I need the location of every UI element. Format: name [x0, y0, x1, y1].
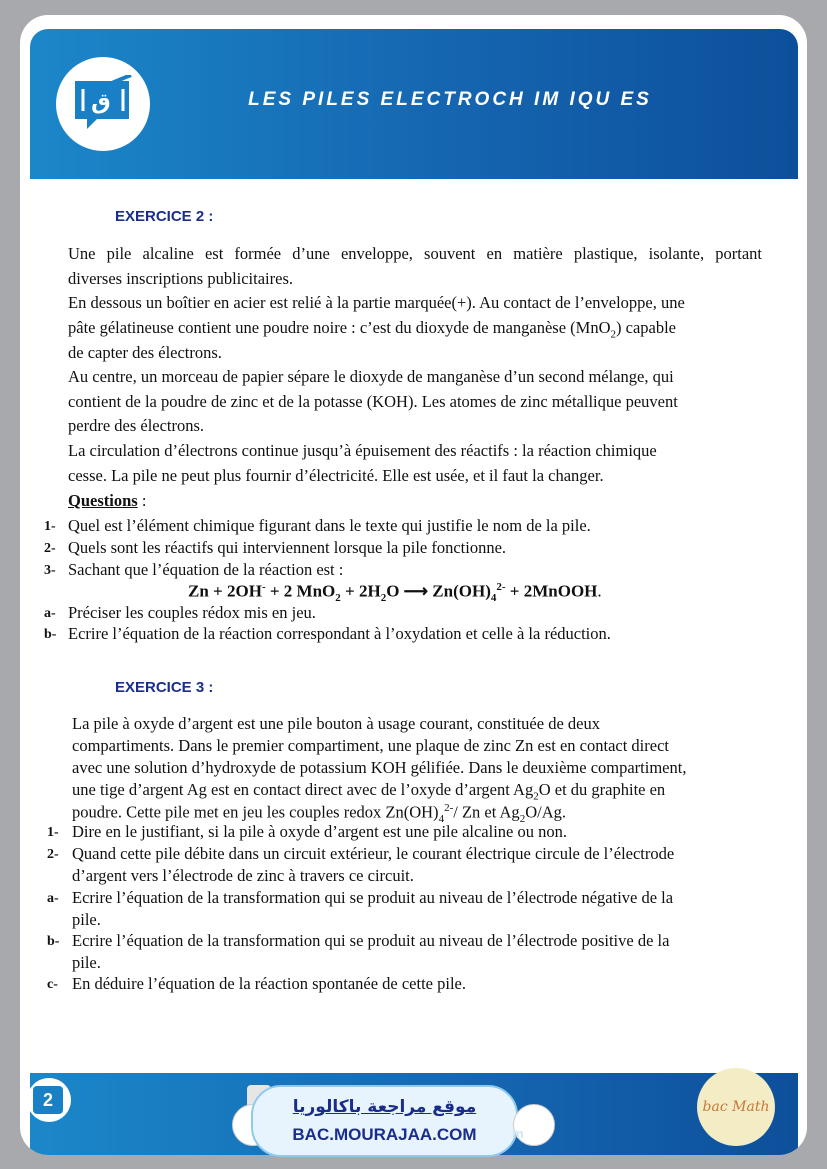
ex2-qa-number: a-	[44, 606, 56, 621]
eq-sub-b: 2	[335, 592, 341, 605]
ex2-p3-line2: contient de la poudre de zinc et de la potasse (KOH). Les atomes de zinc métallique peuvent	[68, 392, 678, 411]
page-header	[30, 29, 798, 179]
eq-part-d: O ⟶ Zn(OH)	[386, 581, 491, 601]
ex3-line4-b: O et du graphite en	[538, 780, 666, 799]
questions-heading	[68, 491, 146, 511]
bac-math-logo: bac Math	[697, 1068, 775, 1146]
ex2-p2-line2-b: ) capable	[616, 318, 676, 337]
questions-colon: :	[137, 491, 147, 510]
footer-partial-text: m	[512, 1126, 524, 1141]
ex3-q1-line1: Dire en le justifiant, si la pile à oxyde d’argent est une pile alcaline ou non.	[72, 822, 567, 841]
ex2-qb-text: Ecrire l’équation de la réaction correspondant à l’oxydation et celle à la réduction.	[68, 624, 611, 643]
reaction-equation	[188, 581, 602, 604]
site-url[interactable]: BAC.MOURAJAA.COM	[292, 1125, 477, 1144]
ex2-p1-line2: diverses inscriptions publicitaires.	[68, 269, 293, 288]
ag2o-subscript: 2	[533, 790, 539, 803]
ex2-p4-line2: cesse. La pile ne peut plus fournir d’électricité. Elle est usée, et il faut la changer.	[68, 466, 604, 485]
site-link-badge[interactable]	[251, 1085, 518, 1157]
ex2-p4-line1: La circulation d’électrons continue jusqu’à épuisement des réactifs : la réaction chimique	[68, 441, 657, 460]
ex2-qa-text: Préciser les couples rédox mis en jeu.	[68, 603, 316, 622]
ex2-q1-text: Quel est l’élément chimique figurant dans le texte qui justifie le nom de la pile.	[68, 516, 591, 535]
exercise3-title: EXERCICE 3 :	[115, 679, 214, 696]
ex2-q2-number: 2-	[44, 541, 56, 556]
ex3-line4-a: une tige d’argent Ag est en contact direct avec de l’oxyde d’argent Ag	[72, 780, 534, 799]
ex3-qb-line1: Ecrire l’équation de la transformation qui se produit au niveau de l’électrode positive de la	[72, 931, 670, 950]
ex2-p2-line2	[68, 318, 676, 340]
ex2-q1-number: 1-	[44, 519, 56, 534]
eq-part-f: .	[597, 581, 602, 601]
ex3-qa-line2: pile.	[72, 910, 101, 929]
ex3-line4	[72, 780, 665, 802]
mno2-subscript: 2	[610, 328, 616, 341]
site-arabic-name[interactable]: موقع مراجعة باكالوريا	[292, 1097, 477, 1117]
exercise2-title: EXERCICE 2 :	[115, 208, 214, 225]
eq-sup-d: 2-	[496, 581, 506, 593]
ex3-line5-b: / Zn et Ag	[453, 802, 520, 822]
ex3-line2: compartiments. Dans le premier compartiment, une plaque de zinc Zn est en contact direct	[72, 736, 669, 755]
ex2-q3-text: Sachant que l’équation de la réaction est :	[68, 560, 344, 579]
ex3-qb-line2: pile.	[72, 953, 101, 972]
ag2o-subscript-2: 2	[519, 812, 526, 825]
ex3-qc-line1: En déduire l’équation de la réaction spontanée de cette pile.	[72, 974, 466, 993]
ex3-q1-number: 1-	[47, 825, 59, 840]
eq-sup-a: -	[261, 581, 266, 593]
eq-part-e: + 2MnOOH	[505, 581, 598, 601]
eq-part-a: Zn + 2OH	[188, 581, 262, 601]
ex2-p2-line1	[68, 293, 762, 313]
ex2-p2-line2-a: pâte gélatineuse contient une poudre noire : c’est du dioxyde de manganèse (MnO	[68, 318, 611, 337]
ex2-p3-line1: Au centre, un morceau de papier sépare le dioxyde de manganèse d’un second mélange, qui	[68, 367, 674, 386]
eq-part-b: + 2 MnO	[265, 581, 336, 601]
book-chat-icon	[71, 75, 135, 133]
znoh4-subscript: 4	[438, 812, 445, 825]
ex3-line1: La pile à oxyde d’argent est une pile bouton à usage courant, constituée de deux	[72, 714, 600, 733]
ex3-q2-number: 2-	[47, 847, 59, 862]
ex3-line5-c: O/Ag.	[525, 802, 566, 822]
ex2-qb-number: b-	[44, 627, 57, 642]
ex3-qc-number: c-	[47, 977, 58, 992]
questions-label: Questions	[68, 491, 138, 510]
page-number: 2	[33, 1086, 63, 1114]
svg-text:ق: ق	[91, 90, 111, 115]
ex2-p2-line3: de capter des électrons.	[68, 343, 222, 362]
eq-part-c: + 2H	[340, 581, 381, 601]
ex2-p3-line3: perdre des électrons.	[68, 416, 205, 435]
ex2-q2-text: Quels sont les réactifs qui interviennent lorsque la pile fonctionne.	[68, 538, 507, 557]
ex2-p2-line1-text: En dessous un boîtier en acier est relié à la partie marquée(+). Au contact de l’enveloppe, une	[68, 293, 685, 312]
eq-sub-d: 4	[490, 592, 497, 605]
page-number-badge	[27, 1078, 71, 1122]
ex2-p1-line1: Une pile alcaline est formée d’une enveloppe, souvent en matière plastique, isolante, portant	[68, 244, 762, 263]
ex3-q2-line1: Quand cette pile débite dans un circuit extérieur, le courant électrique circule de l’électrode	[72, 844, 675, 863]
ex3-qb-number: b-	[47, 934, 60, 949]
ex3-line3: avec une solution d’hydroxyde de potassium KOH gélifiée. Dans le deuxième compartiment,	[72, 758, 687, 777]
ex3-qa-number: a-	[47, 891, 59, 906]
ex2-q3-number: 3-	[44, 563, 56, 578]
ex3-qa-line1: Ecrire l’équation de la transformation qui se produit au niveau de l’électrode négative de la	[72, 888, 674, 907]
znoh4-superscript: 2-	[444, 802, 454, 814]
ex3-q2-line2: d’argent vers l’électrode de zinc à travers ce circuit.	[72, 866, 414, 885]
page-title: LES PILES ELECTROCH IM IQU ES	[248, 89, 652, 110]
ex3-line5-a: poudre. Cette pile met en jeu les couples redox Zn(OH)	[72, 802, 439, 822]
document-page	[20, 15, 807, 1155]
header-logo	[56, 57, 150, 151]
eq-sub-c: 2	[380, 592, 387, 605]
